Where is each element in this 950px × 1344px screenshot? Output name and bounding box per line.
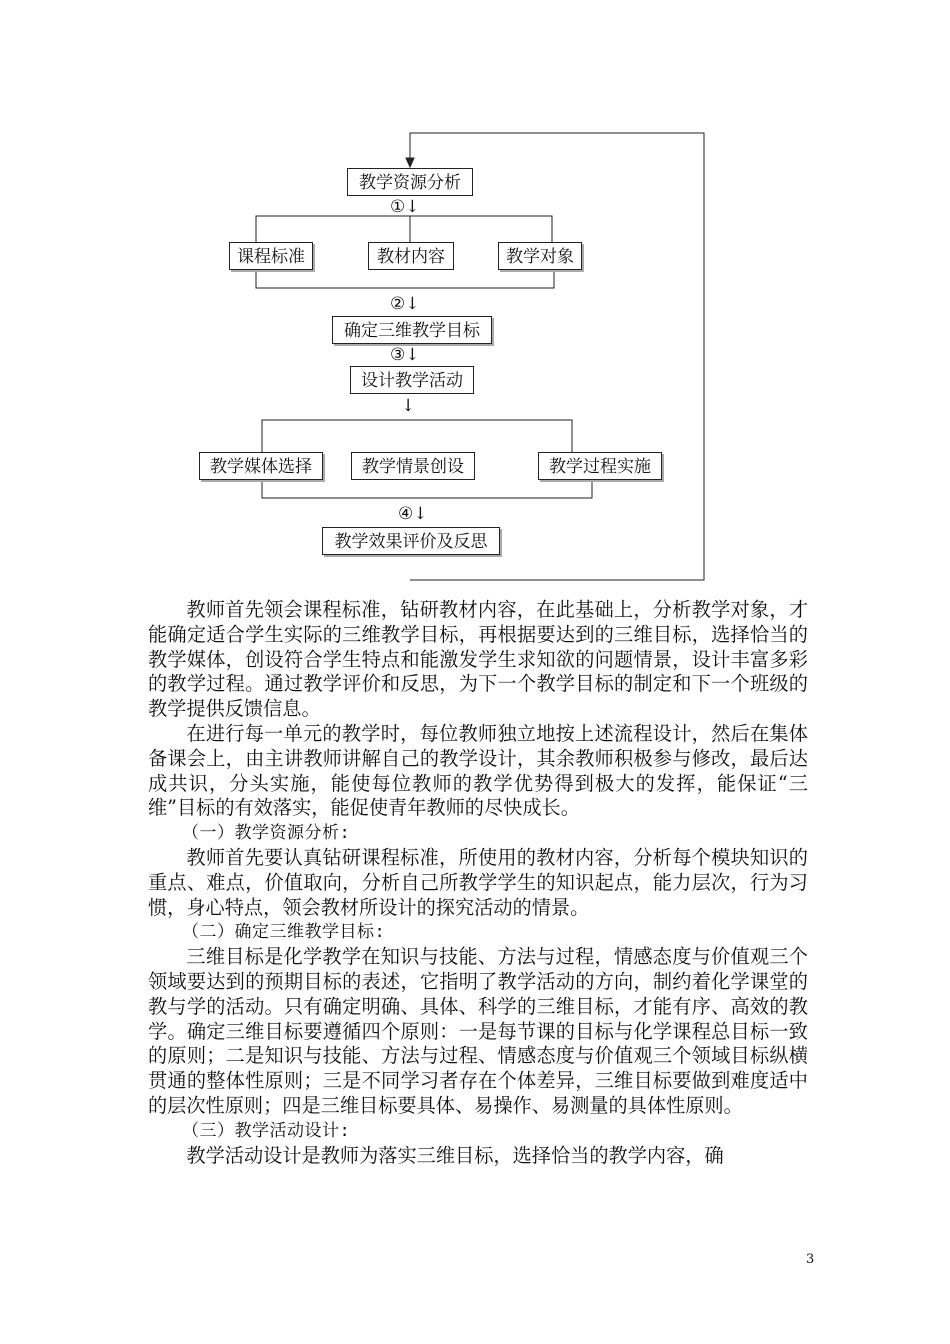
paragraph-5: 教学活动设计是教师为落实三维目标，选择恰当的教学内容，确 [186,1143,724,1167]
paragraph-3: 教师首先要认真钻研课程标准，所使用的教材内容，分析每个模块知识的重点、难点，价值取向，分析自己所教学学生的知识起点，能力层次，行为习惯，身心特点，领会教材所设计的探究活动的情景。 [148,845,808,919]
paragraph-2: 在进行每一单元的教学时，每位教师独立地按上述流程设计，然后在集体备课会上，由主讲教师讲解自己的教学设计，其余教师积极参与修改，最后达成共识，分头实施，能使每位教师的教学优势得到极大的发挥，能保证“三维”目标的有效落实，能促使青年教师的尽快成长。 [148,721,808,820]
step-4-label: ④↓ [398,504,428,524]
branch-top-1 [256,216,552,242]
step-plain-arrow: ↓ [401,396,416,416]
box-situation-creation: 教学情景创设 [351,452,475,480]
section-heading-2: （二）确定三维教学目标: [182,922,386,943]
section-heading-3: （三）教学活动设计: [182,1120,351,1141]
body-text [148,598,808,1168]
merge-bottom-1 [256,270,554,288]
box-teaching-object: 教学对象 [498,242,582,270]
box-media-selection: 教学媒体选择 [199,452,323,480]
flowchart-connectors [0,0,950,600]
box-process-implementation: 教学过程实施 [538,452,662,480]
box-textbook-content: 教材内容 [368,242,454,270]
box-evaluation-reflection: 教学效果评价及反思 [322,527,500,555]
section-heading-1: （一）教学资源分析: [182,823,351,844]
step-2-label: ②↓ [390,294,420,314]
box-resource-analysis: 教学资源分析 [347,168,473,196]
paragraph-4: 三维目标是化学教学在知识与技能、方法与过程，情感态度与价值观三个领域要达到的预期目标的表述，它指明了教学活动的方向，制约着化学课堂的教与学的活动。只有确定明确、具体、科学的三维目标，才能有序、高效的教学。确定三维目标要遵循四个原则：一是每节课的目标与化学课程总目标一致的原则；二是知识与技能、方法与过程、情感态度与价值观三个领域目标纵横贯通的整体性原则；三是不同学习者存在个体差异，三维目标要做到难度适中的层次性原则；四是三维目标要具体、易操作、易测量的具体性原则。 [148,945,808,1117]
merge-bottom-2 [262,480,592,498]
box-three-dim-goals: 确定三维教学目标 [332,316,492,344]
step-3-label: ③↓ [390,345,420,365]
box-design-activity: 设计教学活动 [350,366,474,394]
branch-top-2 [262,420,572,452]
feedback-loop-line [410,133,704,580]
step-1-label: ①↓ [390,197,420,217]
page-number: 3 [806,1252,815,1267]
feedback-arrowhead [406,158,414,167]
paragraph-1: 教师首先领会课程标准，钻研教材内容，在此基础上，分析教学对象，才能确定适合学生实际的三维教学目标，再根据要达到的三维目标，选择恰当的教学媒体，创设符合学生特点和能激发学生求知欲的问题情景，设计丰富多彩的教学过程。通过教学评价和反思，为下一个教学目标的制定和下一个班级的教学提供反馈信息。 [148,598,808,721]
box-curriculum-standard: 课程标准 [229,242,313,270]
